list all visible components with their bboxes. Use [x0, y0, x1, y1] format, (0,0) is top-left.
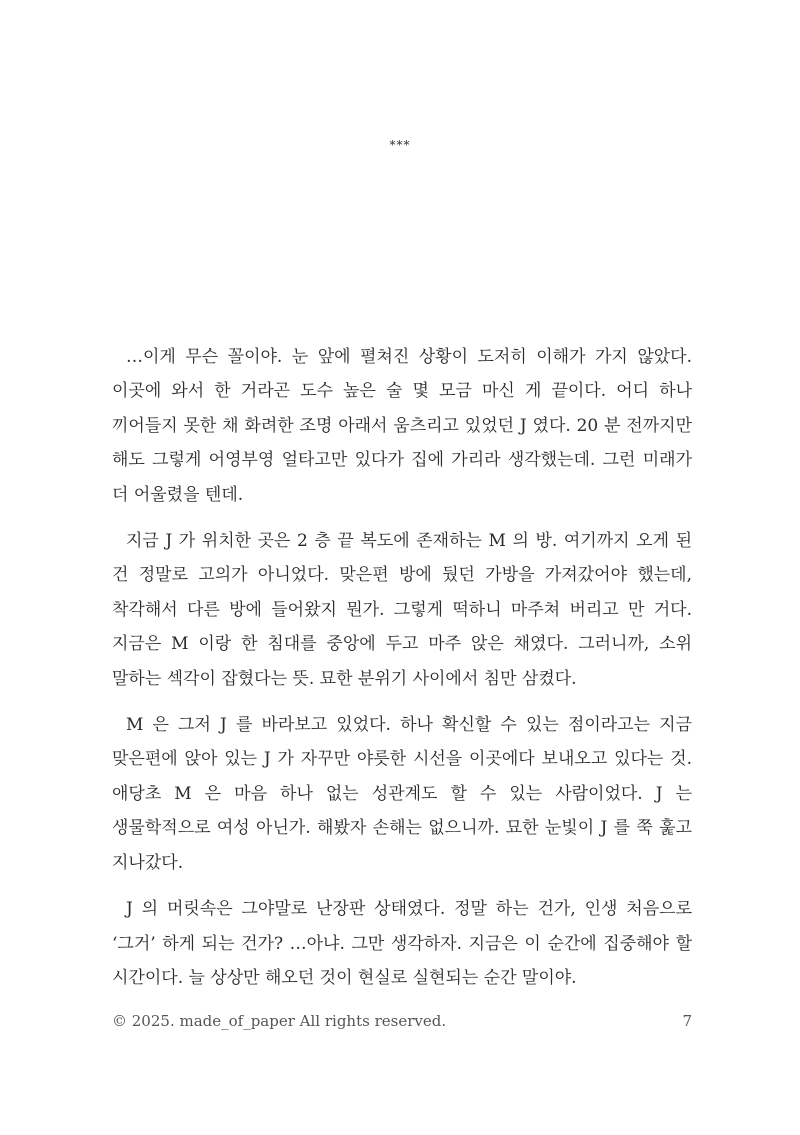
copyright-notice: © 2025. made_of_paper All rights reserved.	[112, 1012, 447, 1030]
paragraph: 지금 J 가 위치한 곳은 2 층 끝 복도에 존재하는 M 의 방. 여기까지 오게 된 건 정말로 고의가 아니었다. 맞은편 방에 뒀던 가방을 가져갔어야 했는데, 착각해서 다른 방에 들어왔지 뭔가. 그렇게 떡하니 마주쳐 버리고 만 거다. 지금은 M 이랑 한 침대를 중앙에 두고 마주 앉은 채였다. 그러니까, 소위 말하는 섹각이 잡혔다는 뜻. 묘한 분위기 사이에서 침만 삼켰다.	[112, 531, 692, 689]
section-divider: ***	[389, 138, 411, 152]
paragraph: M 은 그저 J 를 바라보고 있었다. 하나 확신할 수 있는 점이라고는 지금 맞은편에 앉아 있는 J 가 자꾸만 야릇한 시선을 이곳에다 보내오고 있다는 것. 애당초 M 은 마음 하나 없는 성관계도 할 수 있는 사람이었다. J 는 생물학적으로 여성 아닌가. 해봤자 손해는 없으니까. 묘한 눈빛이 J 를 쭉 훑고 지나갔다.	[112, 715, 692, 873]
page-number: 7	[682, 1012, 692, 1030]
paragraph: J 의 머릿속은 그야말로 난장판 상태였다. 정말 하는 건가, 인생 처음으로 ‘그거’ 하게 되는 건가? …아냐. 그만 생각하자. 지금은 이 순간에 집중해야 할 시간이다. 늘 상상만 해오던 것이 현실로 실현되는 순간 말이야.	[112, 899, 692, 988]
page-footer	[112, 1012, 692, 1030]
paragraph: …이게 무슨 꼴이야. 눈 앞에 펼쳐진 상황이 도저히 이해가 가지 않았다. 이곳에 와서 한 거라곤 도수 높은 술 몇 모금 마신 게 끝이다. 어디 하나 끼어들지 못한 채 화려한 조명 아래서 움츠리고 있었던 J 였다. 20 분 전까지만 해도 그렇게 어영부영 얼타고만 있다가 집에 가리라 생각했는데. 그런 미래가 더 어울렸을 텐데.	[112, 347, 692, 505]
body-text	[112, 340, 692, 1007]
